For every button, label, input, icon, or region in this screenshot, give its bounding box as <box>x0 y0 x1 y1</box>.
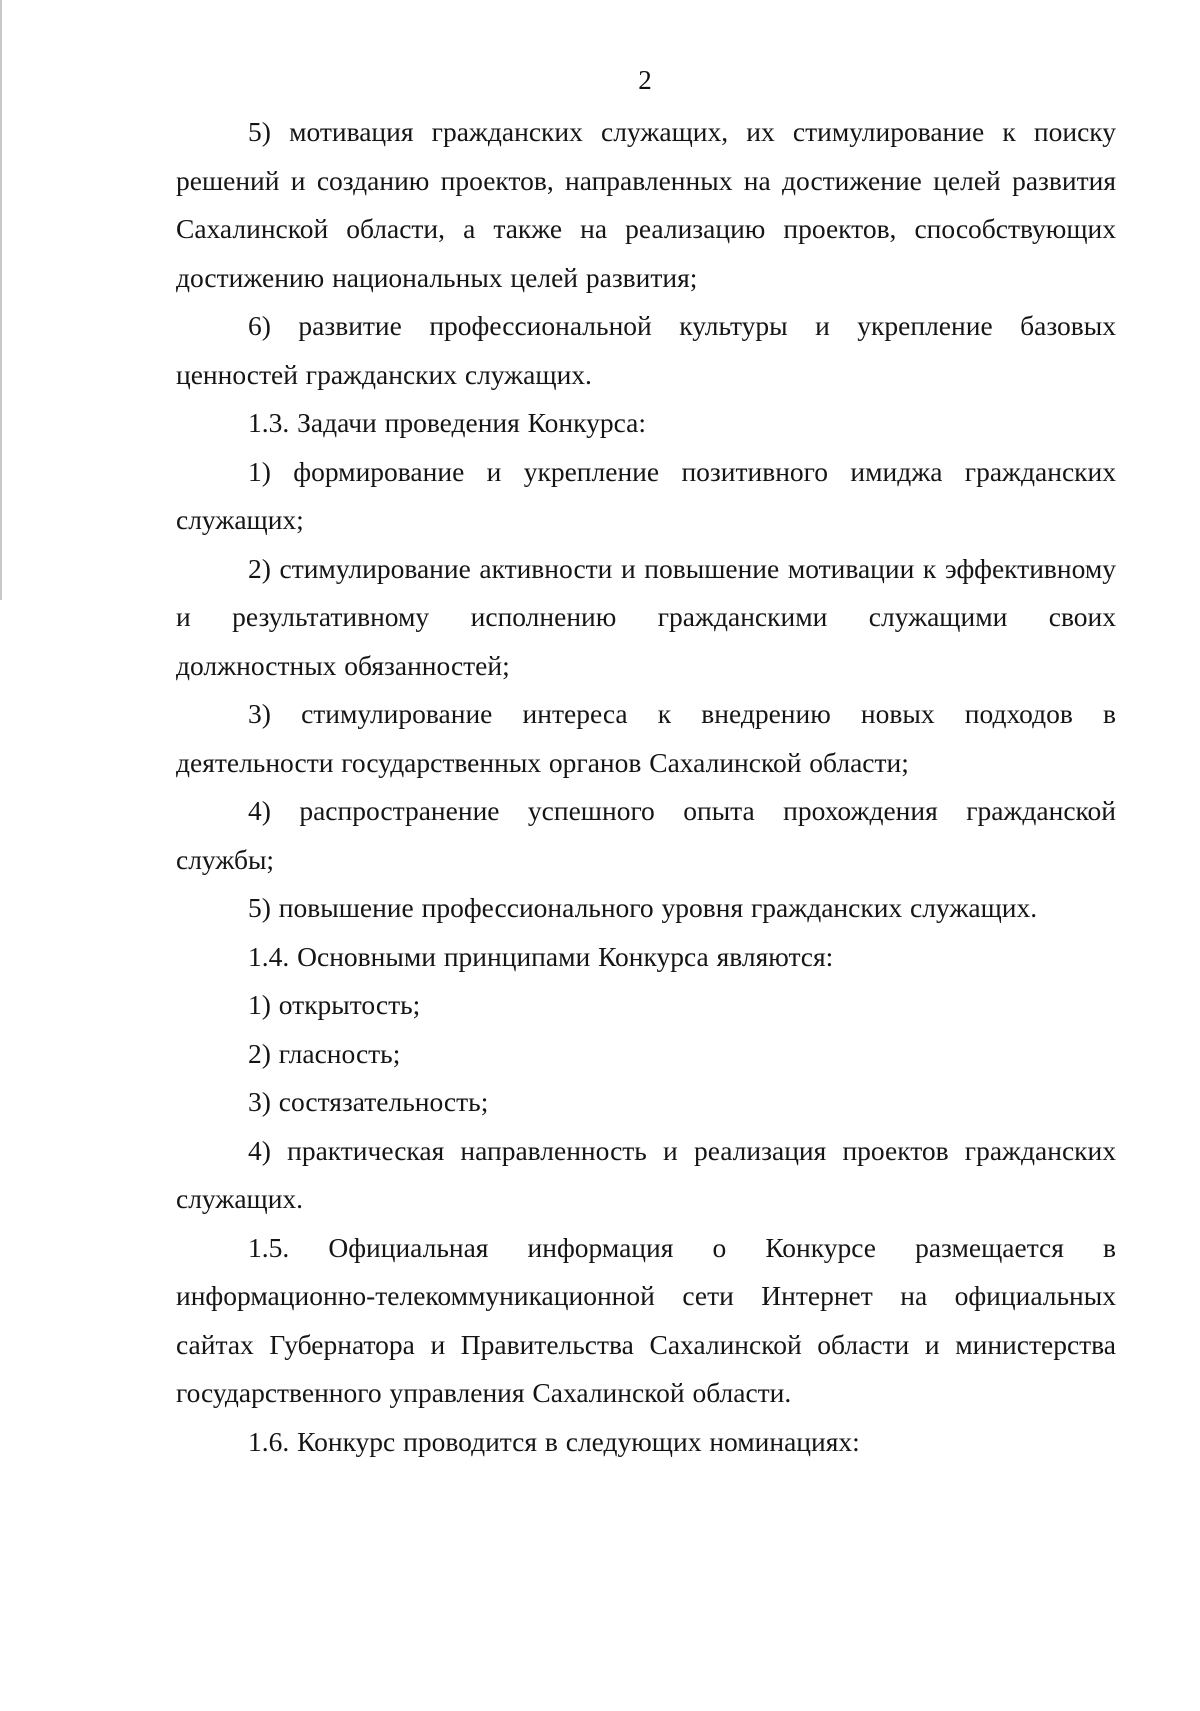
paragraph-text: 1) открытость; <box>248 989 421 1020</box>
paragraph-text: 1.4. Основными принципами Конкурса являются: <box>248 940 834 972</box>
paragraph-task-5 <box>176 884 1116 933</box>
paragraph-principle-4 <box>176 1127 1116 1224</box>
paragraph-text: 2) стимулирование активности и повышение мотивации к эффективному и результативному исполнению гражданскими служащими своих должностных обязанностей; <box>176 552 1116 681</box>
paragraph-task-2 <box>176 545 1116 691</box>
section-heading-1-4 <box>176 933 1116 982</box>
paragraph-item-6-culture <box>176 302 1116 399</box>
section-heading-1-6 <box>176 1418 1116 1467</box>
paragraph-text: 1.5. Официальная информация о Конкурсе размещается в информационно-телекоммуникационной сети Интернет на официальных сайтах Губернатора и Правительства Сахалинской области и министерства государственного управления Сахалинской области. <box>176 1231 1116 1408</box>
paragraph-text: 6) развитие профессиональной культуры и укрепление базовых ценностей гражданских служащих. <box>176 310 1116 390</box>
page-number: 2 <box>638 65 652 95</box>
paragraph-text: 2) гласность; <box>248 1037 401 1069</box>
paragraph-task-3 <box>176 690 1116 787</box>
paragraph-text: 1.6. Конкурс проводится в следующих номинациях: <box>248 1425 860 1457</box>
paragraph-text: 1.3. Задачи проведения Конкурса: <box>248 407 646 438</box>
paragraph-text: 1) формирование и укрепление позитивного имиджа гражданских служащих; <box>176 455 1116 535</box>
paragraph-principle-3 <box>176 1078 1116 1127</box>
paragraph-text: 5) повышение профессионального уровня гражданских служащих. <box>248 892 1038 923</box>
paragraph-task-4 <box>176 787 1116 884</box>
paragraph-text: 3) стимулирование интереса к внедрению новых подходов в деятельности государственных органов Сахалинской области; <box>176 698 1116 778</box>
document-body <box>176 108 1116 1466</box>
paragraph-item-5-motivation <box>176 108 1116 302</box>
paragraph-text: 4) распространение успешного опыта прохождения гражданской службы; <box>176 795 1116 875</box>
paragraph-text: 3) состязательность; <box>248 1086 489 1117</box>
paragraph-text: 5) мотивация гражданских служащих, их стимулирование к поиску решений и созданию проектов, направленных на достижение целей развития Сахалинской области, а также на реализацию проектов, способствующих достижению национальных целей развития; <box>176 116 1116 293</box>
paragraph-principle-1 <box>176 981 1116 1030</box>
section-heading-1-5 <box>176 1224 1116 1418</box>
paragraph-task-1 <box>176 448 1116 545</box>
paragraph-text: 4) практическая направленность и реализация проектов гражданских служащих. <box>176 1134 1116 1214</box>
section-heading-1-3 <box>176 399 1116 448</box>
paragraph-principle-2 <box>176 1030 1116 1079</box>
